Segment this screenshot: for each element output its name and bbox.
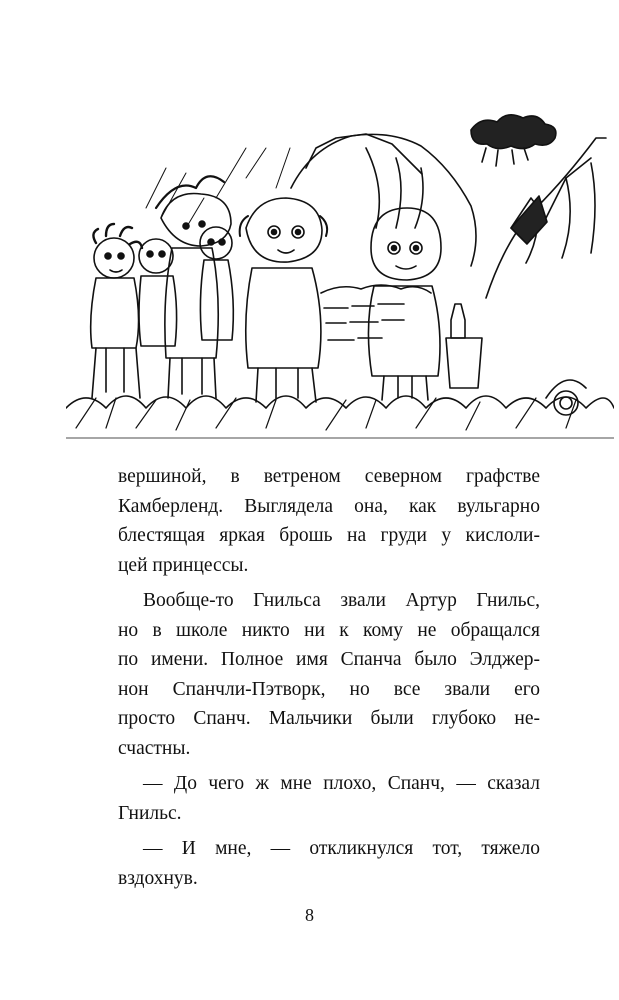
text-line: цей принцессы.	[118, 554, 249, 576]
page-number: 8	[305, 905, 314, 925]
text-line: — До чего ж мне плохо, Спанч, — сказал	[143, 773, 540, 794]
text-line: просто Спанч. Мальчики были глубоко не-	[118, 708, 540, 729]
text-line: счастны.	[118, 737, 191, 759]
chapter-illustration	[66, 108, 614, 443]
text-line: блестящая яркая брошь на груди у кислоли-	[118, 525, 540, 546]
text-line: но в школе никто ни к кому не обращался	[118, 619, 540, 641]
text-line: Вообще-то Гнильса звали Артур Гнильс,	[143, 590, 540, 611]
text-line: по имени. Полное имя Спанча было Элджер-	[118, 649, 540, 670]
text-line: вершиной, в ветреном северном графстве	[118, 466, 540, 487]
text-line: нон Спанчли-Пэтворк, но все звали его	[118, 678, 540, 700]
text-line: Камберленд. Выглядела она, как вульгарно	[118, 495, 540, 517]
text-line: — И мне, — откликнулся тот, тяжело	[143, 838, 540, 859]
body-text	[118, 462, 540, 893]
ink-drawing-icon	[66, 108, 614, 443]
text-line: Гнильс.	[118, 802, 182, 824]
text-line: вздохнув.	[118, 867, 198, 889]
